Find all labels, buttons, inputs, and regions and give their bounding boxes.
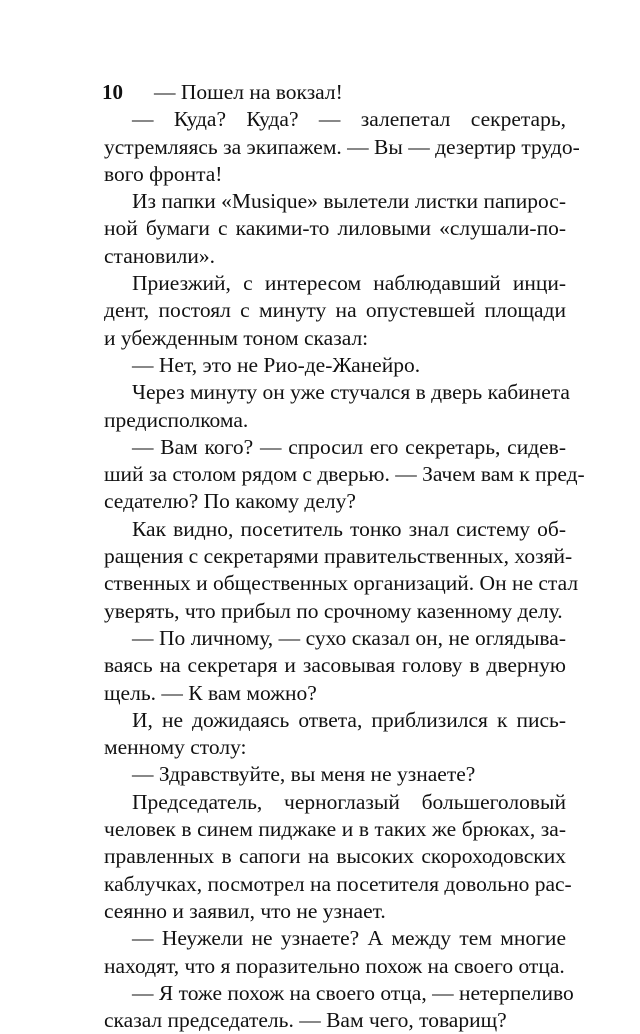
text-line: сеянно и заявил, что не узнает.	[104, 898, 386, 923]
text-line: сказал председатель. — Вам чего, товарищ?	[104, 1008, 507, 1033]
text-line: — По личному, — сухо сказал он, не оглядыва-	[132, 625, 566, 650]
text-line: предисполкома.	[104, 407, 249, 432]
text-line: ращения с секретарями правительственных, хозяй-	[104, 544, 573, 569]
text-line: уверять, что прибыл по срочному казенному делу.	[104, 598, 563, 623]
text-line: — Здравствуйте, вы меня не узнаете?	[132, 762, 476, 787]
text-line: Как видно, посетитель тонко знал систему об-	[132, 516, 566, 541]
text-line: — Я тоже похож на своего отца, — нетерпеливо	[132, 980, 574, 1005]
text-line: вого фронта!	[104, 161, 223, 186]
text-line: ной бумаги с какими-то лиловыми «слушали-по-	[104, 216, 566, 241]
page-number: 10	[102, 80, 123, 104]
text-line: Приезжий, с интересом наблюдавший инци-	[132, 271, 566, 296]
text-line: щель. — К вам можно?	[104, 680, 317, 705]
text-line: становили».	[104, 243, 216, 268]
text-line: дент, постоял с минуту на опустевшей площади	[104, 298, 566, 323]
text-line: ший за столом рядом с дверью. — Зачем вам к пред-	[104, 462, 585, 487]
text-line: Председатель, черноглазый большеголовый	[132, 789, 566, 814]
text-line: менному столу:	[104, 735, 247, 760]
text-line: и убежденным тоном сказал:	[104, 325, 369, 350]
text-line: каблучках, посмотрел на посетителя довольно рас-	[104, 871, 572, 896]
text-line: находят, что я поразительно похож на своего отца.	[104, 953, 565, 978]
text-line: — Куда? Куда? — залепетал секретарь,	[132, 107, 566, 132]
text-line: правленных в сапоги на высоких скороходовских	[104, 844, 566, 869]
text-line: ваясь на секретаря и засовывая голову в дверную	[104, 653, 566, 678]
text-line: — Нет, это не Рио-де-Жанейро.	[132, 352, 421, 377]
text-line: — Вам кого? — спросил его секретарь, сидев-	[132, 434, 566, 459]
text-line: — Пошел на вокзал!	[154, 80, 343, 104]
text-line: Из папки «Musique» вылетели листки папирос-	[132, 189, 566, 214]
text-line: человек в синем пиджаке и в таких же брюках, за-	[104, 817, 566, 842]
body-text	[104, 79, 585, 1034]
text-line: И, не дожидаясь ответа, приблизился к пись-	[132, 707, 566, 732]
text-line: устремляясь за экипажем. — Вы — дезертир трудо-	[104, 134, 580, 159]
text-line: — Неужели не узнаете? А между тем многие	[132, 926, 566, 951]
text-line: седателю? По какому делу?	[104, 489, 356, 514]
text-line: Через минуту он уже стучался в дверь кабинета	[132, 380, 570, 405]
text-line: ственных и общественных организаций. Он не стал	[104, 571, 579, 596]
